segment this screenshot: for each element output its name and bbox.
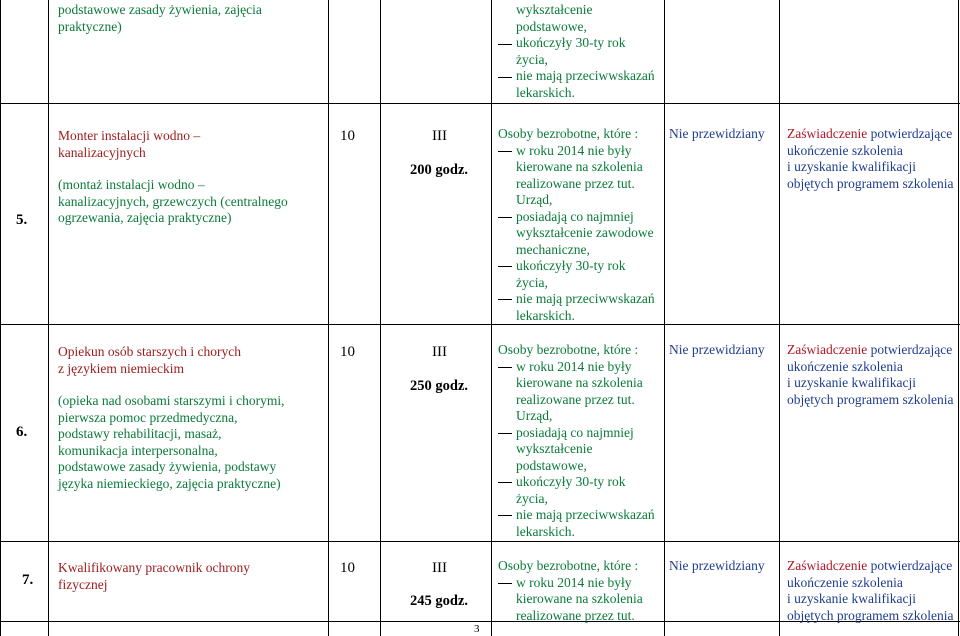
row4-program-line-1: podstawowe zasady żywienia, zajęcia	[58, 2, 262, 17]
row7-req-3: realizowane przez tut.	[516, 607, 635, 623]
row-border-2	[0, 324, 960, 325]
row5-bullet-dash	[498, 217, 512, 218]
row5-hours: 200 godz.	[410, 162, 468, 178]
row7-participants: 10	[340, 560, 355, 576]
row6-req-6: wykształcenie	[516, 441, 593, 456]
row-border-3	[0, 541, 960, 542]
row4-req-1: wykształcenie	[516, 2, 593, 17]
row4-req-5: nie mają przeciwwskazań	[516, 68, 655, 83]
row6-cert-line-2: ukończenie szkolenia	[787, 358, 903, 374]
row5-certificate	[787, 126, 953, 192]
row5-participants: 10	[340, 128, 355, 144]
row6-cert-line-1: potwierdzające	[870, 342, 953, 357]
row6-req-intro: Osoby bezrobotne, które :	[498, 342, 639, 357]
row7-title-line-1: Kwalifikowany pracownik ochrony	[58, 560, 250, 575]
row5-req-11: lekarskich.	[516, 307, 575, 323]
row4-req-2: podstawowe,	[516, 18, 587, 34]
row6-title-line-2: z językiem niemieckim	[58, 360, 184, 376]
row5-cert-line-1: potwierdzające	[870, 126, 953, 141]
row7-requirements	[498, 558, 643, 624]
row7-hours: 245 godz.	[410, 593, 468, 609]
row5-desc-line-2: kanalizacyjnych, grzewczych (centralnego	[58, 193, 288, 209]
row4-req-4: życia,	[516, 51, 548, 67]
row6-req-10: nie mają przeciwwskazań	[516, 507, 655, 522]
row7-number: 7.	[22, 572, 34, 588]
row5-cert-line-2: ukończenie szkolenia	[787, 142, 903, 158]
row7-cert-line-1: potwierdzające	[870, 558, 953, 573]
row5-program	[58, 128, 288, 227]
row5-title-line-2: kanalizacyjnych	[58, 144, 146, 160]
row6-certificate	[787, 342, 953, 408]
row4-bullet-dash	[498, 44, 512, 45]
row5-req-4: Urząd,	[516, 192, 553, 207]
row7-cert-line-2: ukończenie szkolenia	[787, 574, 903, 590]
row6-cert-line-3: i uzyskanie kwalifikacji	[787, 375, 916, 390]
row6-desc-line-5: podstawowe zasady żywienia, podstawy	[58, 459, 277, 474]
row7-cert-word: Zaświadczenie	[787, 558, 868, 573]
row7-title-line-2: fizycznej	[58, 576, 108, 592]
row5-level: III	[432, 128, 447, 144]
row5-number: 5.	[16, 212, 28, 228]
row6-bullet-dash	[498, 482, 512, 483]
row6-req-7: podstawowe,	[516, 457, 587, 473]
row7-req-intro: Osoby bezrobotne, które :	[498, 558, 639, 573]
row5-req-2: kierowane na szkolenia	[516, 159, 643, 174]
row5-req-1: w roku 2014 nie były	[516, 142, 632, 158]
row4-req-6: lekarskich.	[516, 84, 575, 100]
row6-desc-line-1: (opieka nad osobami starszymi i chorymi,	[58, 393, 285, 408]
row6-desc-line-2: pierwsza pomoc przedmedyczna,	[58, 409, 238, 425]
row5-req-intro: Osoby bezrobotne, które :	[498, 126, 639, 141]
row5-bullet-dash	[498, 151, 512, 152]
row4-req-3: ukończyły 30-ty rok	[516, 35, 626, 50]
row6-req-1: w roku 2014 nie były	[516, 358, 632, 374]
row5-req-6: wykształcenie zawodowe	[516, 225, 654, 240]
row4-requirements	[516, 2, 655, 101]
row7-exam: Nie przewidziany	[669, 558, 765, 573]
row6-exam: Nie przewidziany	[669, 342, 765, 357]
row6-hours: 250 godz.	[410, 378, 468, 394]
row6-req-9: życia,	[516, 490, 548, 506]
row5-cert-word: Zaświadczenie	[787, 126, 868, 141]
row7-certificate	[787, 558, 953, 624]
row6-number: 6.	[16, 424, 28, 440]
row5-req-7: mechaniczne,	[516, 241, 590, 257]
row-border-1	[0, 103, 960, 104]
row6-title-line-1: Opiekun osób starszych i chorych	[58, 344, 241, 359]
row5-desc-line-3: ogrzewania, zajęcia praktyczne)	[58, 210, 232, 225]
row6-bullet-dash	[498, 515, 512, 516]
row4-bullet-dash	[498, 77, 512, 78]
row5-bullet-dash	[498, 299, 512, 300]
row6-req-4: Urząd,	[516, 408, 553, 423]
row5-req-5: posiadają co najmniej	[516, 208, 634, 224]
row7-bullet-dash	[498, 583, 512, 584]
row6-req-8: ukończyły 30-ty rok	[516, 474, 626, 489]
row6-program	[58, 344, 284, 492]
row7-req-1: w roku 2014 nie były	[516, 574, 632, 590]
row6-desc-line-6: języka niemieckiego, zajęcia praktyczne)	[58, 475, 281, 491]
row6-requirements	[498, 342, 655, 540]
row5-cert-line-3: i uzyskanie kwalifikacji	[787, 159, 916, 174]
row6-participants: 10	[340, 344, 355, 360]
row6-req-3: realizowane przez tut.	[516, 391, 635, 407]
row5-exam: Nie przewidziany	[669, 126, 765, 141]
row6-desc-line-4: komunikacja interpersonalna,	[58, 442, 218, 458]
row5-req-10: nie mają przeciwwskazań	[516, 291, 655, 306]
row7-program	[58, 560, 250, 593]
row7-level: III	[432, 560, 447, 576]
row4-program	[58, 2, 262, 35]
page-number: 3	[474, 623, 480, 635]
row6-level: III	[432, 344, 447, 360]
row5-req-3: realizowane przez tut.	[516, 175, 635, 191]
row6-req-11: lekarskich.	[516, 523, 575, 539]
row5-req-8: ukończyły 30-ty rok	[516, 258, 626, 273]
row6-bullet-dash	[498, 367, 512, 368]
row5-desc-line-1: (montaż instalacji wodno –	[58, 177, 205, 192]
row7-req-2: kierowane na szkolenia	[516, 591, 643, 606]
row7-cert-line-3: i uzyskanie kwalifikacji	[787, 591, 916, 606]
row6-req-5: posiadają co najmniej	[516, 424, 634, 440]
row6-req-2: kierowane na szkolenia	[516, 375, 643, 390]
row6-bullet-dash	[498, 433, 512, 434]
row5-req-9: życia,	[516, 274, 548, 290]
row6-desc-line-3: podstawy rehabilitacji, masaż,	[58, 426, 222, 441]
row5-cert-line-4: objętych programem szkolenia	[787, 175, 954, 191]
row5-requirements	[498, 126, 655, 324]
row6-cert-word: Zaświadczenie	[787, 342, 868, 357]
row5-bullet-dash	[498, 266, 512, 267]
row7-cert-line-4: objętych programem szkolenia	[787, 607, 954, 623]
row6-cert-line-4: objętych programem szkolenia	[787, 391, 954, 407]
row5-title-line-1: Monter instalacji wodno –	[58, 128, 201, 143]
row4-program-line-2: praktyczne)	[58, 18, 122, 34]
